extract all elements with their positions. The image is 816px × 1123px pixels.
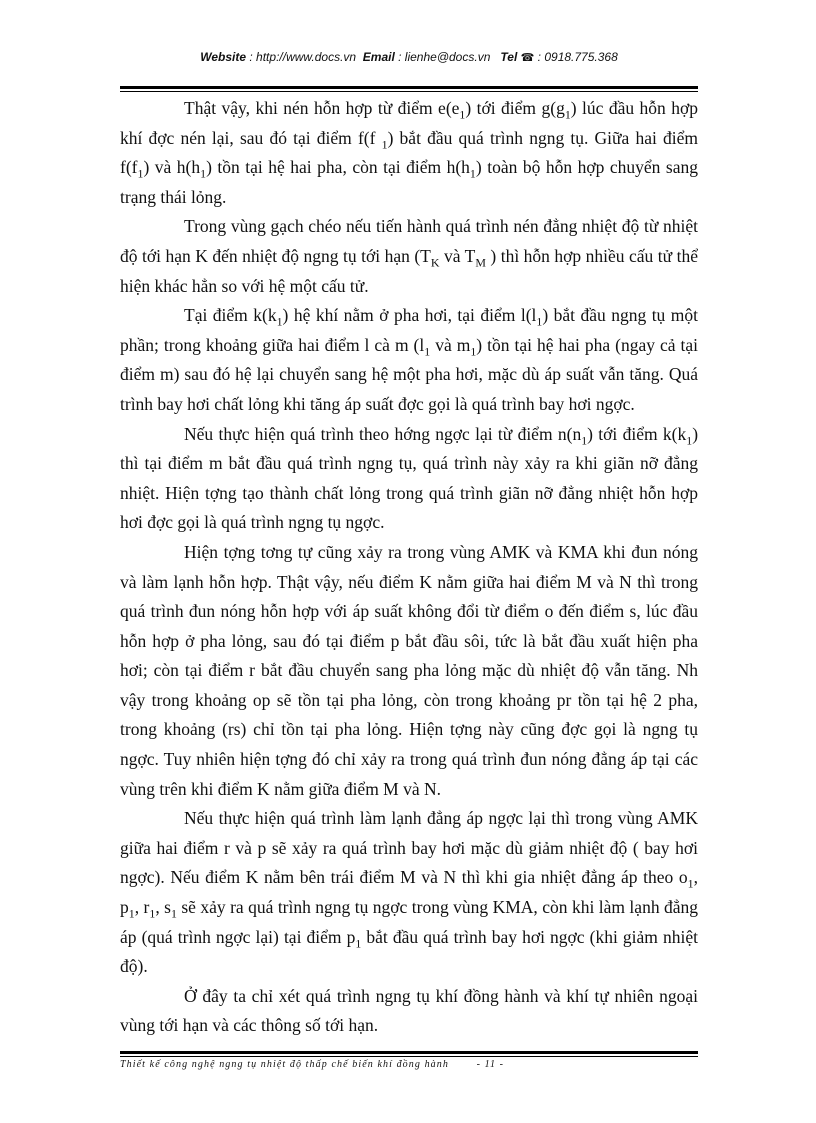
phone-icon: ☎	[520, 52, 535, 64]
paragraph-6	[120, 804, 698, 982]
footer-divider	[120, 1051, 698, 1057]
email-label: Email	[362, 50, 395, 64]
header-divider	[120, 86, 698, 92]
page-header	[120, 50, 698, 64]
paragraph-5	[120, 538, 698, 804]
subscript: 1	[355, 936, 362, 951]
text-run: ) toàn bộ hỗn hợp chuyển sang trạng thái lỏng.	[120, 157, 698, 207]
text-run: ) tồn tại hệ hai pha (ngay cả tại điểm m) sau đó hệ lại chuyển sang hệ một pha hơi, mặc dù áp suất vẫn tăng. Quá trình bay hơi chất lỏng khi tăng áp suất đợc gọi là quá trình bay hơi ngợc.	[120, 334, 698, 414]
subscript: 1	[276, 314, 283, 329]
subscript: K	[430, 255, 440, 270]
text-run: , r	[134, 897, 150, 918]
subscript: 1	[170, 906, 177, 921]
footer-title: Thiết kế công nghệ ngng tụ nhiệt độ thấp chế biến khí đồng hành	[120, 1059, 449, 1070]
paragraph-3	[120, 301, 698, 419]
text-run: Nếu thực hiện quá trình làm lạnh đẳng áp ngợc lại thì trong vùng AMK giữa hai điểm r và p sẽ xảy ra quá trình bay hơi mặc dù giảm nhiệt độ ( bay hơi ngợc). Nếu điểm K nằm bên trái điểm M và N thì khi gia nhiệt đẳng áp theo o	[120, 808, 698, 888]
text-run: Hiện tợng tơng tự cũng xảy ra trong vùng AMK và KMA khi đun nóng và làm lạnh hỗn hợp. Thật vậy, nếu điểm K nằm giữa hai điểm M và N thì trong quá trình đun nóng hỗn hợp với áp suất không đổi từ điểm o đến điểm s, lúc đầu hỗn hợp ở pha lỏng, sau đó tại điểm p bắt đầu sôi, tức là bắt đầu xuất hiện pha hơi; còn tại điểm r bắt đầu chuyển sang pha lỏng mặc dù nhiệt độ vẫn tăng. Nh vậy trong khoảng op sẽ tồn tại pha lỏng, còn trong khoảng pr tồn tại hệ 2 pha, trong khoảng (rs) chỉ tồn tại pha lỏng. Hiện tợng này cũng đợc gọi là ngng tụ ngợc. Tuy nhiên hiện tợng đó chỉ xảy ra trong quá trình đun nóng đẳng áp tại các vùng trên khi điểm K nằm giữa điểm M và N.	[120, 541, 698, 799]
text-run: ) lúc đầu hỗn hợp khí đợc nén lại, sau đó tại điểm f(f	[120, 98, 698, 148]
paragraph-7	[120, 982, 698, 1041]
text-run: Tại điểm k(k	[184, 305, 277, 326]
subscript: 1	[137, 166, 144, 181]
text-run: bắt đầu quá trình bay hơi ngợc (khi giảm nhiệt độ).	[120, 926, 698, 977]
subscript: 1	[424, 344, 431, 359]
text-run: Trong vùng gạch chéo nếu tiến hành quá trình nén đẳng nhiệt độ từ nhiệt độ tới hạn K đến nhiệt độ ngng tụ tới hạn (T	[120, 216, 698, 266]
text-run: Ở đây ta chỉ xét quá trình ngng tụ khí đồng hành và khí tự nhiên ngoại vùng tới hạn và các thông số tới hạn.	[120, 985, 698, 1036]
subscript: M	[475, 255, 486, 270]
subscript: 1	[470, 344, 477, 359]
subscript: 1	[200, 166, 207, 181]
website-separator: :	[246, 50, 257, 64]
document-body	[120, 94, 698, 1041]
page-footer	[120, 1059, 698, 1070]
paragraph-2	[120, 212, 698, 301]
text-run: ) tới điểm g(g	[465, 98, 565, 118]
subscript: 1	[686, 433, 693, 448]
subscript: 1	[687, 876, 694, 891]
tel-number: : 0918.775.368	[534, 50, 618, 64]
subscript: 1	[128, 906, 135, 921]
text-run: ) tồn tại hệ hai pha, còn tại điểm h(h	[206, 157, 470, 178]
paragraph-4	[120, 420, 698, 538]
email-separator: :	[394, 50, 405, 64]
website-label: Website	[200, 50, 247, 64]
subscript: 1	[459, 107, 466, 122]
text-run: Nếu thực hiện quá trình theo hớng ngợc lại từ điểm n(n	[184, 423, 582, 444]
subscript: 1	[564, 107, 571, 122]
subscript: 1	[536, 314, 543, 329]
subscript: 1	[581, 433, 588, 448]
subscript: 1	[149, 906, 156, 921]
email-address[interactable]: lienhe@docs.vn	[404, 50, 491, 64]
text-run: ) bắt đầu quá trình ngng tụ. Giữa hai điểm f(f	[120, 127, 699, 178]
text-run: , p	[120, 867, 698, 918]
text-run: ) và h(h	[143, 157, 201, 178]
paragraph-1	[120, 94, 698, 212]
website-url[interactable]: http://www.docs.vn	[256, 50, 357, 64]
page-number: - 11 -	[476, 1059, 505, 1070]
text-run: Thật vậy, khi nén hỗn hợp từ điểm e(e	[184, 98, 460, 118]
text-run: ) thì hỗn hợp nhiều cấu tử thể hiện khác hẳn so với hệ một cấu tử.	[120, 245, 698, 296]
text-run: ) thì tại điểm m bắt đầu quá trình ngng tụ, quá trình này xảy ra khi giãn nỡ đẳng nhiệt. Hiện tợng tạo thành chất lỏng trong quá trình giãn nỡ đẳng nhiệt hỗn hợp hơi đợc gọi là quá trình ngng tụ ngợc.	[120, 423, 699, 533]
text-run: sẽ xảy ra quá trình ngng tụ ngợc trong vùng KMA, còn khi làm lạnh đẳng áp (quá trình ngợc lại) tại điểm p	[120, 897, 699, 947]
text-run: , s	[155, 897, 171, 918]
tel-label: Tel	[500, 50, 518, 64]
text-run: ) tới điểm k(k	[587, 423, 687, 444]
text-run: và T	[439, 245, 476, 266]
text-run: ) bắt đầu ngng tụ một phần; trong khoảng giữa hai điểm l cà m (l	[120, 305, 698, 355]
subscript: 1	[469, 166, 476, 181]
text-run: ) hệ khí nằm ở pha hơi, tại điểm l(l	[282, 305, 537, 326]
subscript: 1	[381, 137, 388, 152]
text-run: và m	[430, 334, 471, 355]
